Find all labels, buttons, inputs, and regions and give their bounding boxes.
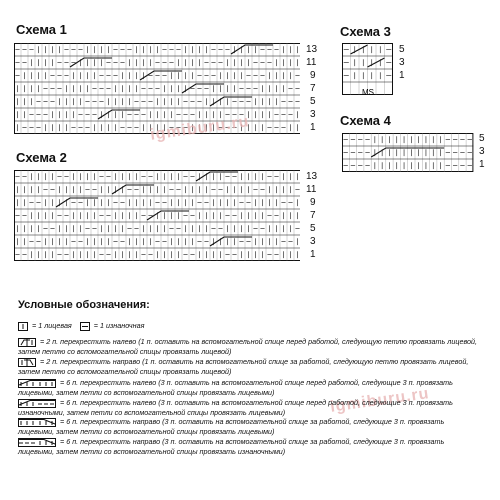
legend-item-cross-6-right-purl: [18, 437, 478, 456]
chart-title-4: Схема 4: [340, 113, 391, 128]
row-number: 7: [310, 83, 316, 94]
chart-grid-1: [14, 43, 300, 135]
row-number: 9: [310, 70, 316, 81]
chart-grid-4: [342, 133, 474, 173]
ms-label: MS: [362, 88, 374, 97]
legend-text: = 2 п. перекрестить направо (1 п. оставить на вспомогательной спице за работой, следующую петлю провязать лицевой, затем петлю со вспомогательной спицы провязать лицевой): [18, 357, 469, 376]
row-number: 7: [310, 210, 316, 221]
row-number: 3: [479, 146, 485, 157]
cross-6-right-icon: [18, 418, 56, 427]
row-number: 11: [306, 184, 317, 195]
cross-2-left-icon: [18, 338, 36, 347]
row-number: 11: [306, 57, 317, 68]
purl-symbol-icon: [80, 322, 90, 331]
cross-6-left-icon: [18, 379, 56, 388]
row-number: 1: [310, 122, 316, 133]
row-number: 1: [479, 159, 485, 170]
row-number: 3: [310, 236, 316, 247]
row-number: 3: [310, 109, 316, 120]
legend-text: = 6 п. перекрестить налево (3 п. оставить на вспомогательной спице перед работой, следующие 3 п. провязать изнаночными, затем петли со вспомогательной спицы провязать лицевыми): [18, 398, 453, 417]
row-number: 9: [310, 197, 316, 208]
row-number: 5: [310, 223, 316, 234]
row-number: 1: [310, 249, 316, 260]
legend-item-knit-purl: [18, 321, 478, 331]
legend-heading: Условные обозначения:: [18, 299, 150, 311]
legend-text: = 2 п. перекрестить налево (1 п. оставить на вспомогательной спице перед работой, следующую петлю провязать лицевой, затем петлю со вспомогательной спицы провязать лицевой): [18, 337, 478, 356]
row-number: 13: [306, 44, 318, 55]
row-number: 13: [306, 171, 318, 182]
legend-item-cross-6-left: [18, 378, 478, 397]
legend-item-cross-6-left-purl: [18, 398, 478, 417]
watermark: igmiburu.ru: [329, 385, 431, 416]
cross-6-left-purl-icon: [18, 399, 56, 408]
legend-text: = 6 п. перекрестить направо (3 п. оставить на вспомогательной спице за работой, следующие 3 п. провязать лицевыми, затем петли со вспомогательной спицы провязать изнаночными): [18, 437, 445, 456]
legend-text: = 6 п. перекрестить направо (3 п. оставить на вспомогательной спице за работой, следующие 3 п. провязать лицевыми, затем петли со вспомогательной спицы провязать лицевыми): [18, 417, 445, 436]
row-number: 1: [399, 70, 405, 81]
row-number: 5: [399, 44, 405, 55]
row-number: 5: [479, 133, 485, 144]
chart-grid-2: [14, 170, 300, 262]
chart-title-1: Схема 1: [16, 22, 67, 37]
legend-text: = 1 изнаночная: [93, 321, 145, 330]
row-number: 5: [310, 96, 316, 107]
legend-item-cross-6-right: [18, 417, 478, 436]
legend-text: = 6 п. перекрестить налево (3 п. оставить на вспомогательной спице перед работой, следующие 3 п. провязать лицевыми, затем петли со вспомогательной спицы провязать лицевыми): [18, 378, 453, 397]
legend-item-cross-2-right: [18, 357, 478, 376]
row-number: 3: [399, 57, 405, 68]
legend-text: = 1 лицевая: [32, 321, 72, 330]
legend-item-cross-2-left: [18, 337, 478, 356]
knit-symbol-icon: [18, 322, 28, 331]
watermark: igmiburu.ru: [149, 113, 251, 144]
cross-2-right-icon: [18, 358, 36, 367]
chart-title-3: Схема 3: [340, 24, 391, 39]
chart-grid-3: [342, 43, 394, 99]
cross-6-right-purl-icon: [18, 438, 56, 447]
chart-title-2: Схема 2: [16, 150, 67, 165]
